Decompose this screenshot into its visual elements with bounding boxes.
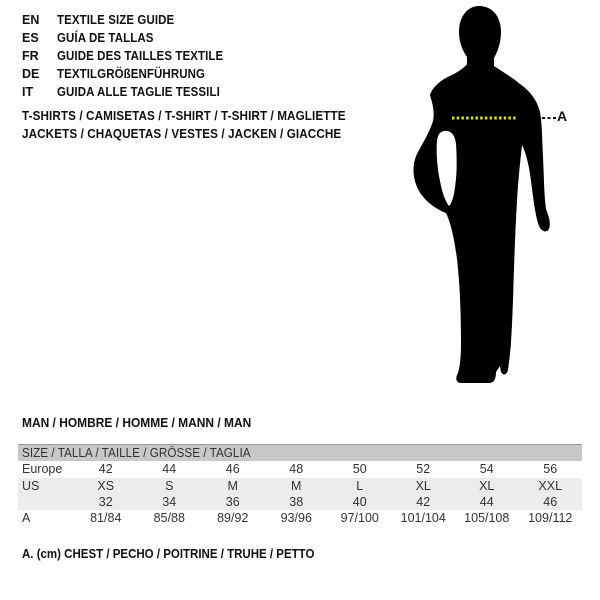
lang-code: DE — [22, 67, 40, 81]
man-silhouette-figure — [410, 5, 575, 390]
lang-label: GUIDA ALLE TAGLIE TESSILI — [57, 85, 220, 99]
cell: 81/84 — [90, 511, 122, 525]
footnote-chest-legend: A. (cm) CHEST / PECHO / POITRINE / TRUHE / PETTO — [22, 547, 315, 561]
cell: 56 — [543, 462, 558, 476]
cell: S — [165, 479, 174, 493]
cell: 40 — [352, 495, 367, 509]
cell: 93/96 — [280, 511, 312, 525]
table-row-europe — [18, 461, 582, 478]
cell: 105/108 — [464, 511, 510, 525]
cell: 46 — [225, 462, 240, 476]
table-row-numeric — [18, 494, 582, 510]
lang-row-fr — [22, 47, 238, 65]
cell: 46 — [543, 495, 558, 509]
cell: 109/112 — [528, 511, 573, 525]
lang-label: GUIDE DES TAILLES TEXTILE — [57, 49, 224, 63]
size-table — [18, 444, 582, 527]
man-silhouette-svg — [410, 5, 575, 390]
cell: XXL — [538, 479, 563, 493]
cell: 44 — [162, 462, 177, 476]
row-label: US — [22, 479, 40, 493]
lang-row-en — [22, 11, 238, 29]
row-label: A — [22, 511, 31, 525]
section-title-man: MAN / HOMBRE / HOMME / MANN / MAN — [22, 415, 252, 430]
cell: 36 — [225, 495, 240, 509]
man-silhouette-shape — [414, 6, 550, 383]
cell: 44 — [479, 495, 494, 509]
lang-code: FR — [22, 49, 39, 63]
size-table-header-label: SIZE / TALLA / TAILLE / GRÖSSE / TAGLIA — [22, 446, 251, 460]
cell: 101/104 — [400, 511, 446, 525]
row-label: Europe — [22, 462, 63, 476]
cell: 97/100 — [340, 511, 379, 525]
cell: 34 — [162, 495, 177, 509]
cell: 48 — [289, 462, 304, 476]
cell: 42 — [98, 462, 113, 476]
cell: XS — [97, 479, 115, 493]
cell: 54 — [479, 462, 494, 476]
lang-label: GUÍA DE TALLAS — [57, 31, 154, 45]
cell: 42 — [416, 495, 431, 509]
lang-code: ES — [22, 31, 39, 45]
cell: XL — [415, 479, 431, 493]
category-line-jackets: JACKETS / CHAQUETAS / VESTES / JACKEN / GIACCHE — [22, 126, 342, 141]
cell: 38 — [289, 495, 304, 509]
language-guide-list — [22, 11, 238, 101]
category-line-tshirts: T-SHIRTS / CAMISETAS / T-SHIRT / T-SHIRT / MAGLIETTE — [22, 108, 346, 123]
lang-label: TEXTILE SIZE GUIDE — [57, 13, 175, 27]
lang-row-de — [22, 65, 238, 83]
cell: 89/92 — [217, 511, 249, 525]
lang-label: TEXTILGRÖßENFÜHRUNG — [57, 67, 206, 81]
lang-row-es — [22, 29, 238, 47]
cell: M — [227, 479, 238, 493]
measure-label-a: A — [557, 108, 568, 124]
lang-row-it — [22, 83, 238, 101]
cell: M — [291, 479, 302, 493]
lang-code: EN — [22, 13, 40, 27]
cell: 50 — [352, 462, 367, 476]
cell: XL — [479, 479, 495, 493]
row-label — [18, 494, 74, 510]
cell: 52 — [416, 462, 431, 476]
lang-code: IT — [22, 85, 34, 99]
cell: 32 — [98, 495, 113, 509]
table-row-us — [18, 478, 582, 494]
size-table-header — [18, 444, 582, 461]
cell: L — [356, 479, 364, 493]
garment-categories — [22, 107, 382, 143]
table-row-chest-a — [18, 510, 582, 527]
cell: 85/88 — [153, 511, 185, 525]
